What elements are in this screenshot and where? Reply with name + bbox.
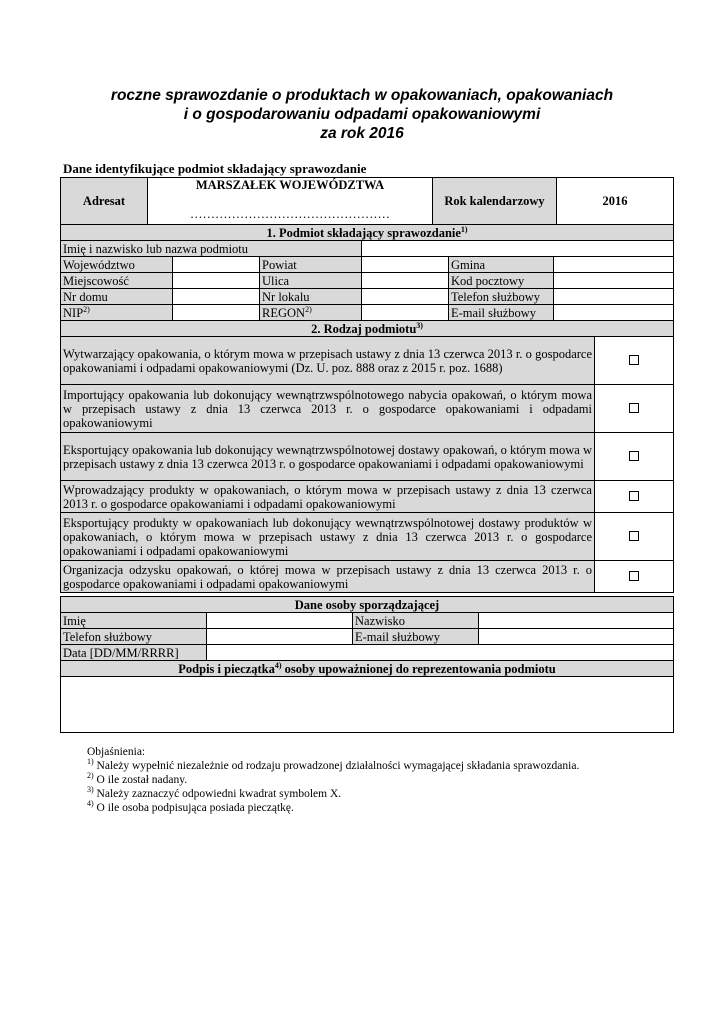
identification-heading: Dane identyfikujące podmiot składający sprawozdanie bbox=[63, 161, 367, 176]
checkbox-icon[interactable] bbox=[629, 531, 639, 541]
addressee-label: Adresat bbox=[61, 178, 148, 225]
email-field[interactable] bbox=[554, 305, 674, 321]
checkbox-icon[interactable] bbox=[629, 355, 639, 365]
entity-type-option: Wprowadzający produkty w opakowaniach, o którym mowa w przepisach ustawy z dnia 13 czerwca 2013 r. o gospodarce opakowaniami i odpadami opakowaniowymi bbox=[61, 481, 595, 513]
year-value: 2016 bbox=[557, 178, 674, 225]
nip-field[interactable] bbox=[173, 305, 260, 321]
kod-field[interactable] bbox=[554, 273, 674, 289]
addressee-cell bbox=[148, 178, 433, 225]
addressee-value: MARSZAŁEK WOJEWÓDZTWA bbox=[195, 178, 385, 192]
checkbox-icon[interactable] bbox=[629, 491, 639, 501]
telefon-label: Telefon służbowy bbox=[449, 289, 554, 305]
checkbox-icon[interactable] bbox=[629, 403, 639, 413]
preparer-table bbox=[60, 596, 674, 733]
nr-lokalu-label: Nr lokalu bbox=[260, 289, 362, 305]
addressee-table bbox=[60, 177, 674, 225]
nr-lokalu-field[interactable] bbox=[362, 289, 449, 305]
imie-field[interactable] bbox=[207, 613, 353, 629]
footnote-1: $^{1)}$ Należy wypełnić niezależnie od rodzaju prowadzonej działalności wymagającej składania sprawozdania. bbox=[87, 757, 580, 772]
footnote-3: $^{3)}$ Należy zaznaczyć odpowiedni kwadrat symbolem X. bbox=[87, 785, 342, 800]
imie-label: Imię bbox=[61, 613, 207, 629]
entity-type-option: Eksportujący opakowania lub dokonujący wewnątrzwspólnotowej dostawy opakowań, o którym mowa w przepisach ustawy z dnia 13 czerwca 2013 r. o gospodarce opakowaniami i odpadami opakowaniowymi bbox=[61, 433, 595, 481]
wojewodztwo-field[interactable] bbox=[173, 257, 260, 273]
entity-type-table bbox=[60, 320, 674, 593]
signature-title: Podpis i pieczątka$^{4)}$ osoby upoważnionej do reprezentowania podmiotu bbox=[61, 661, 674, 677]
entity-name-label: Imię i nazwisko lub nazwa podmiotu bbox=[61, 241, 362, 257]
data-label: Data [DD/MM/RRRR] bbox=[61, 645, 207, 661]
checkbox-cell[interactable] bbox=[595, 433, 674, 481]
nr-domu-field[interactable] bbox=[173, 289, 260, 305]
section1-title: 1. Podmiot składający sprawozdanie$^{1)}$ bbox=[61, 225, 674, 241]
gmina-label: Gmina bbox=[449, 257, 554, 273]
preparer-telefon-label: Telefon służbowy bbox=[61, 629, 207, 645]
footnotes-heading: Objaśnienia: bbox=[87, 746, 146, 758]
preparer-title: Dane osoby sporządzającej bbox=[61, 597, 674, 613]
regon-field[interactable] bbox=[362, 305, 449, 321]
powiat-label: Powiat bbox=[260, 257, 362, 273]
checkbox-cell[interactable] bbox=[595, 561, 674, 593]
entity-name-field[interactable] bbox=[362, 241, 674, 257]
form-title bbox=[0, 86, 724, 143]
checkbox-cell[interactable] bbox=[595, 513, 674, 561]
wojewodztwo-label: Województwo bbox=[61, 257, 173, 273]
powiat-field[interactable] bbox=[362, 257, 449, 273]
footnote-2: $^{2)}$ O ile został nadany. bbox=[87, 771, 188, 786]
checkbox-cell[interactable] bbox=[595, 481, 674, 513]
title-line-3: za rok 2016 bbox=[320, 125, 404, 142]
checkbox-icon[interactable] bbox=[629, 451, 639, 461]
entity-type-option: Organizacja odzysku opakowań, o której mowa w przepisach ustawy z dnia 13 czerwca 2013 r. o gospodarce opakowaniami i odpadami opakowaniowymi bbox=[61, 561, 595, 593]
nr-domu-label: Nr domu bbox=[61, 289, 173, 305]
preparer-telefon-field[interactable] bbox=[207, 629, 353, 645]
signature-field[interactable] bbox=[61, 677, 674, 733]
footnote-4: $^{4)}$ O ile osoba podpisująca posiada pieczątkę. bbox=[87, 799, 294, 814]
entity-type-option: Wytwarzający opakowania, o którym mowa w przepisach ustawy z dnia 13 czerwca 2013 r. o gospodarce opakowaniami i odpadami opakowaniowymi (Dz. U. poz. 888 oraz z 2015 r. poz. 1688) bbox=[61, 337, 595, 385]
nazwisko-field[interactable] bbox=[479, 613, 674, 629]
email-label: E-mail służbowy bbox=[449, 305, 554, 321]
ulica-label: Ulica bbox=[260, 273, 362, 289]
regon-label: REGON$^{2)}$ bbox=[260, 305, 362, 321]
gmina-field[interactable] bbox=[554, 257, 674, 273]
miejscowosc-label: Miejscowość bbox=[61, 273, 173, 289]
nazwisko-label: Nazwisko bbox=[353, 613, 479, 629]
checkbox-cell[interactable] bbox=[595, 385, 674, 433]
section2-title: 2. Rodzaj podmiotu$^{3)}$ bbox=[61, 321, 674, 337]
telefon-field[interactable] bbox=[554, 289, 674, 305]
entity-type-option: Importujący opakowania lub dokonujący wewnątrzwspólnotowego nabycia opakowań, o którym mowa w przepisach ustawy z dnia 13 czerwca 2013 r. o gospodarce opakowaniami i odpadami opakowaniowymi bbox=[61, 385, 595, 433]
title-line-2: i o gospodarowaniu odpadami opakowaniowymi bbox=[183, 106, 541, 123]
addressee-dots-field[interactable]: ………………………………………… bbox=[190, 207, 390, 221]
preparer-email-label: E-mail służbowy bbox=[353, 629, 479, 645]
entity-table bbox=[60, 224, 674, 321]
checkbox-cell[interactable] bbox=[595, 337, 674, 385]
year-label: Rok kalendarzowy bbox=[433, 178, 557, 225]
title-line-1: roczne sprawozdanie o produktach w opakowaniach, opakowaniach bbox=[110, 87, 614, 104]
kod-label: Kod pocztowy bbox=[449, 273, 554, 289]
entity-type-option: Eksportujący produkty w opakowaniach lub dokonujący wewnątrzwspólnotowej dostawy produktów w opakowaniach, o którym mowa w przepisach ustawy z dnia 13 czerwca 2013 r. o gospodarce opakowaniami i odpadami opakowaniowymi bbox=[61, 513, 595, 561]
miejscowosc-field[interactable] bbox=[173, 273, 260, 289]
nip-label: NIP$^{2)}$ bbox=[61, 305, 173, 321]
ulica-field[interactable] bbox=[362, 273, 449, 289]
footnotes bbox=[87, 745, 579, 815]
checkbox-icon[interactable] bbox=[629, 571, 639, 581]
preparer-email-field[interactable] bbox=[479, 629, 674, 645]
data-field[interactable] bbox=[207, 645, 674, 661]
